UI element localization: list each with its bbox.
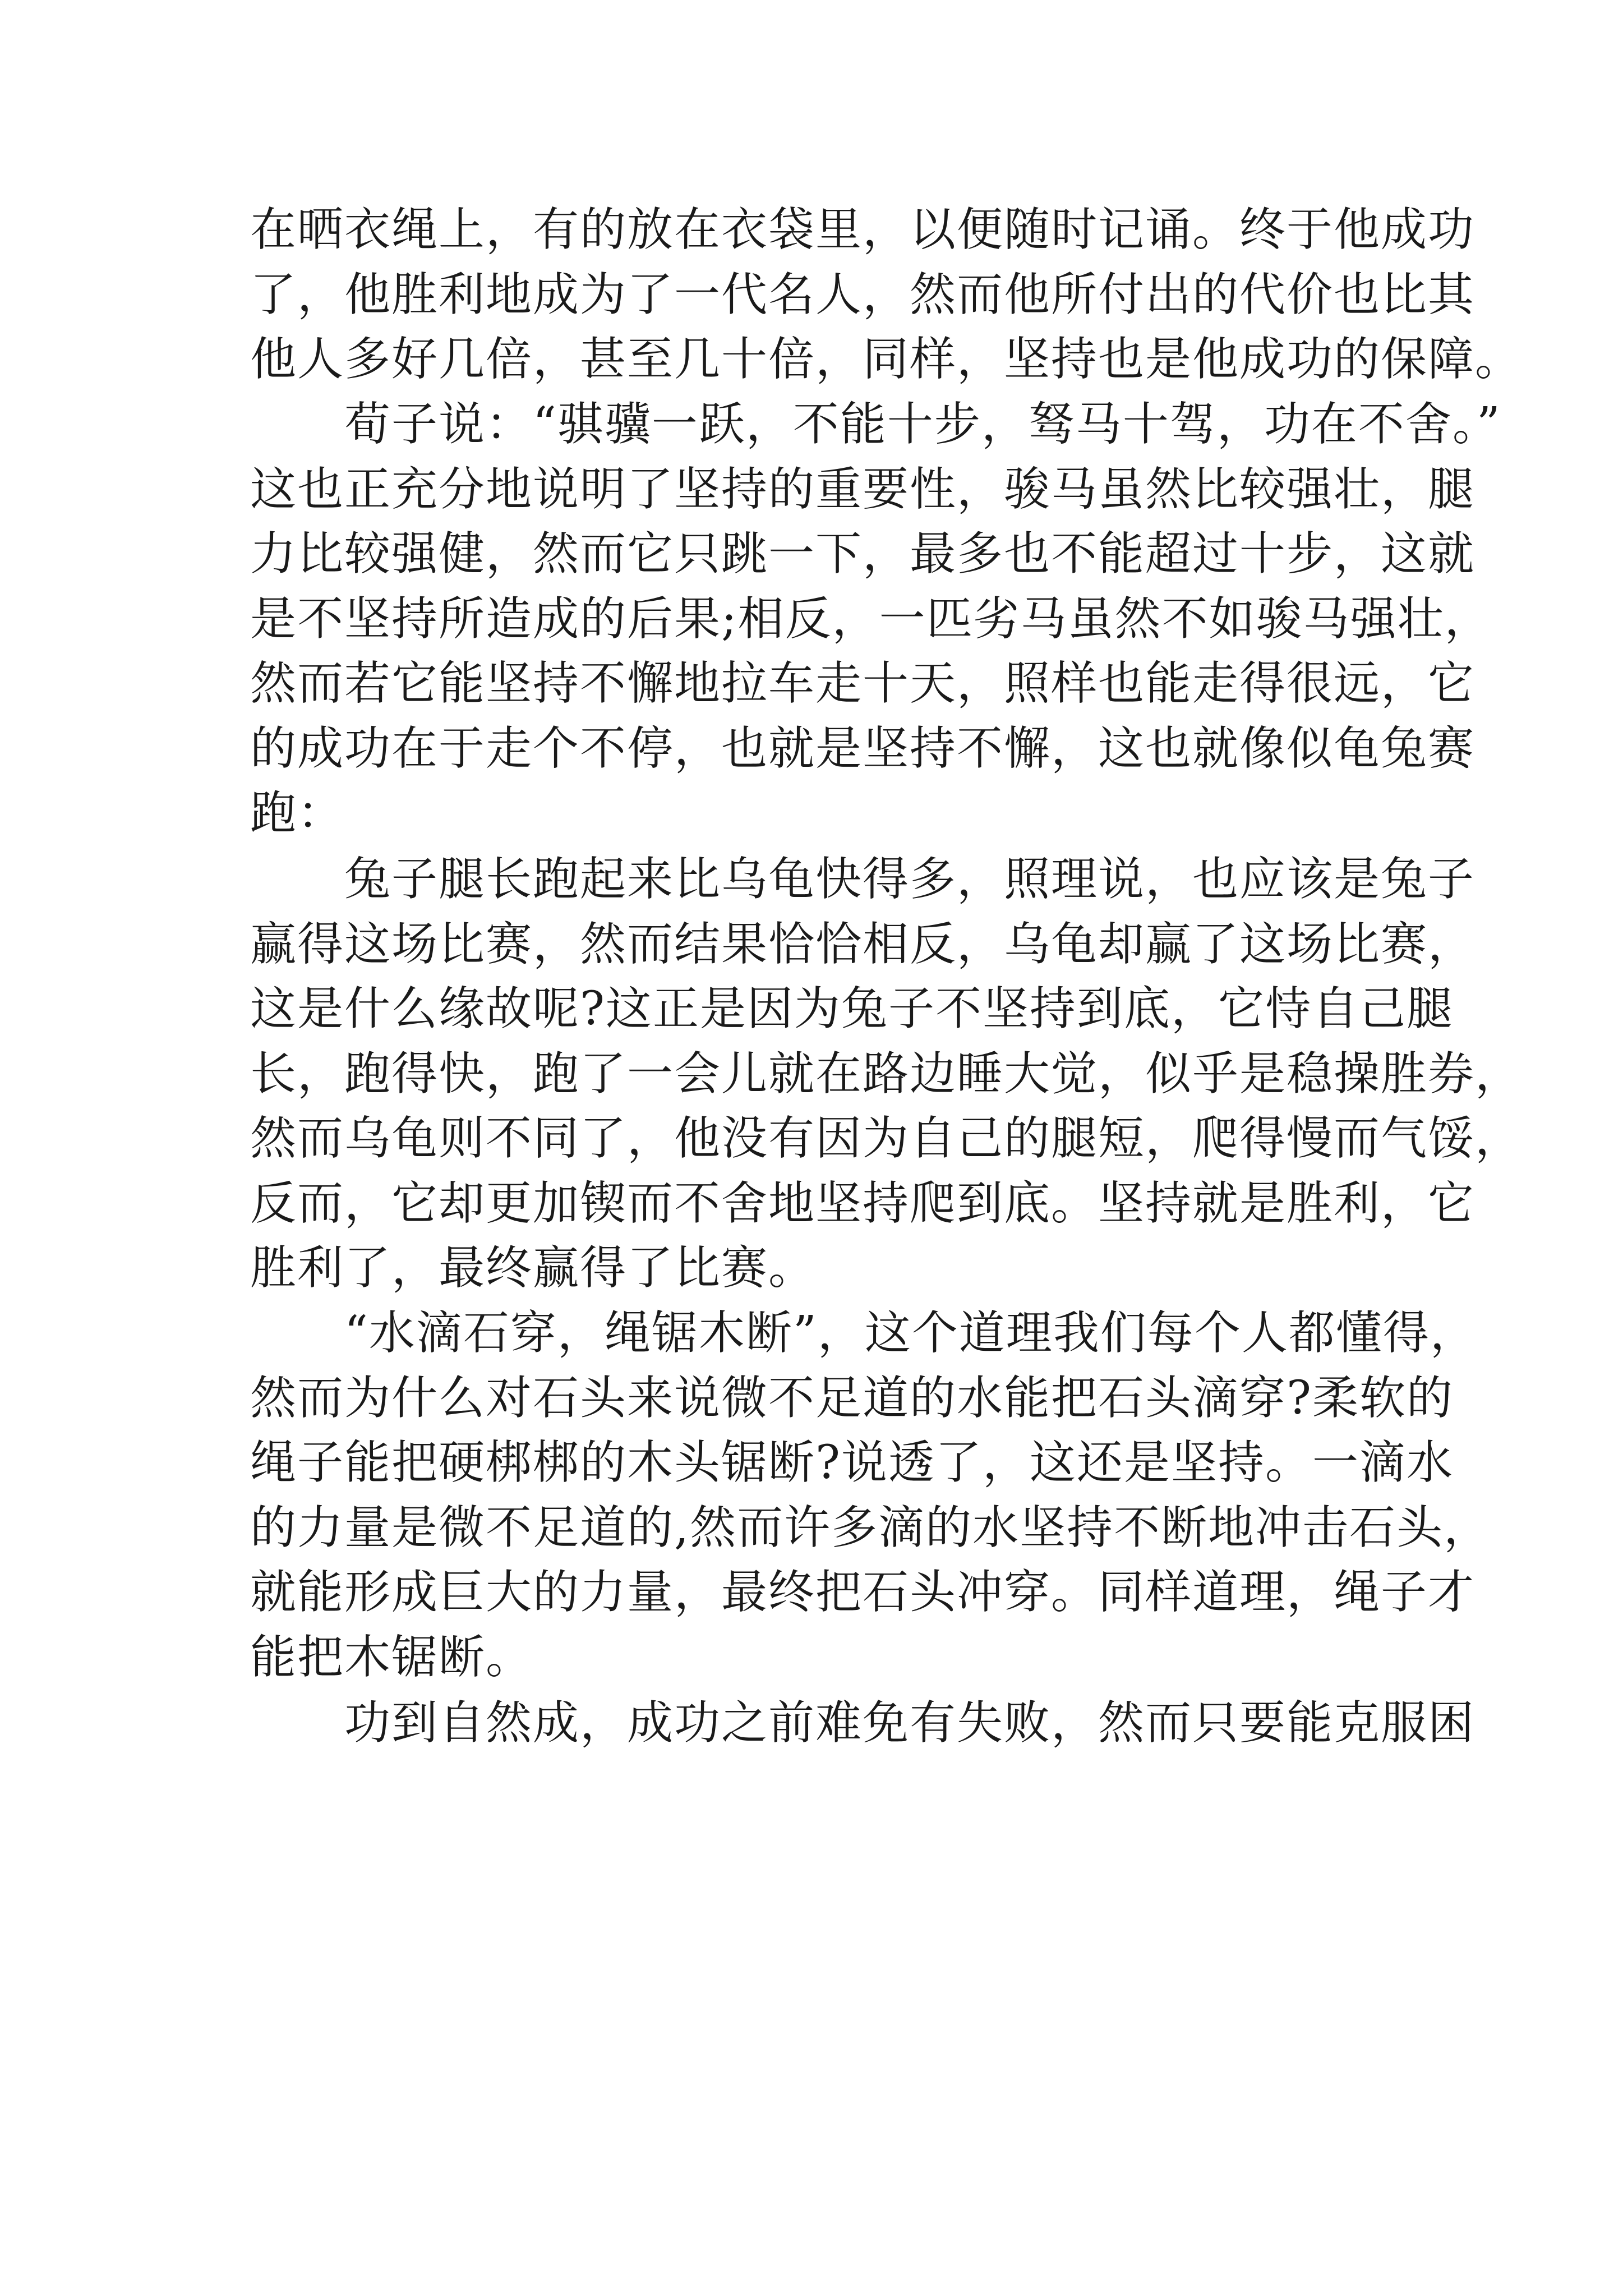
text-line: 这是什么缘故呢?这正是因为兔子不坚持到底，它恃自己腿 [250,982,1454,1036]
text-line: 在晒衣绳上，有的放在衣袋里，以便随时记诵。终于他成功 [250,203,1476,256]
text-line: 赢得这场比赛，然而结果恰恰相反，乌龟却赢了这场比赛， [250,917,1476,971]
text-line: 是不坚持所造成的后果;相反，一匹劣马虽然不如骏马强壮， [250,592,1492,646]
document-body [250,197,1523,1768]
text-line: 长，跑得快，跑了一会儿就在路边睡大觉，似乎是稳操胜券， [250,1047,1523,1101]
text-line: 就能形成巨大的力量，最终把石头冲穿。同样道理，绳子才 [250,1566,1476,1619]
text-line: 了，他胜利地成为了一代名人，然而他所付出的代价也比其 [250,268,1476,321]
text-line: 的力量是微不足道的,然而许多滴的水坚持不断地冲击石头， [250,1501,1491,1554]
text-line: 荀子说：“骐骥一跃，不能十步，驽马十驾，功在不舍。” [250,398,1501,451]
text-line: 跑： [250,786,345,840]
text-line: “水滴石穿，绳锯木断”，这个道理我们每个人都懂得， [250,1306,1477,1360]
text-line: 然而乌龟则不同了，他没有因为自己的腿短，爬得慢而气馁， [250,1112,1523,1165]
text-line: 然而为什么对石头来说微不足道的水能把石头滴穿?柔软的 [250,1371,1454,1425]
text-line: 这也正充分地说明了坚持的重要性，骏马虽然比较强壮，腿 [250,462,1476,516]
text-line: 胜利了，最终赢得了比赛。 [250,1241,816,1295]
text-line: 绳子能把硬梆梆的木头锯断?说透了，这还是坚持。一滴水 [250,1436,1454,1489]
text-line: 力比较强健，然而它只跳一下，最多也不能超过十步，这就 [250,527,1476,581]
text-line: 功到自然成，成功之前难免有失败，然而只要能克服困 [250,1696,1476,1750]
text-line: 反而，它却更加锲而不舍地坚持爬到底。坚持就是胜利，它 [250,1176,1476,1230]
text-line: 兔子腿长跑起来比乌龟快得多，照理说，也应该是兔子 [250,853,1476,906]
text-line: 能把木锯断。 [250,1630,533,1684]
text-line: 的成功在于走个不停，也就是坚持不懈，这也就像似龟兔赛 [250,721,1476,775]
text-line: 他人多好几倍，甚至几十倍，同样，坚持也是他成功的保障。 [250,333,1523,386]
text-line: 然而若它能坚持不懈地拉车走十天，照样也能走得很远，它 [250,657,1476,710]
